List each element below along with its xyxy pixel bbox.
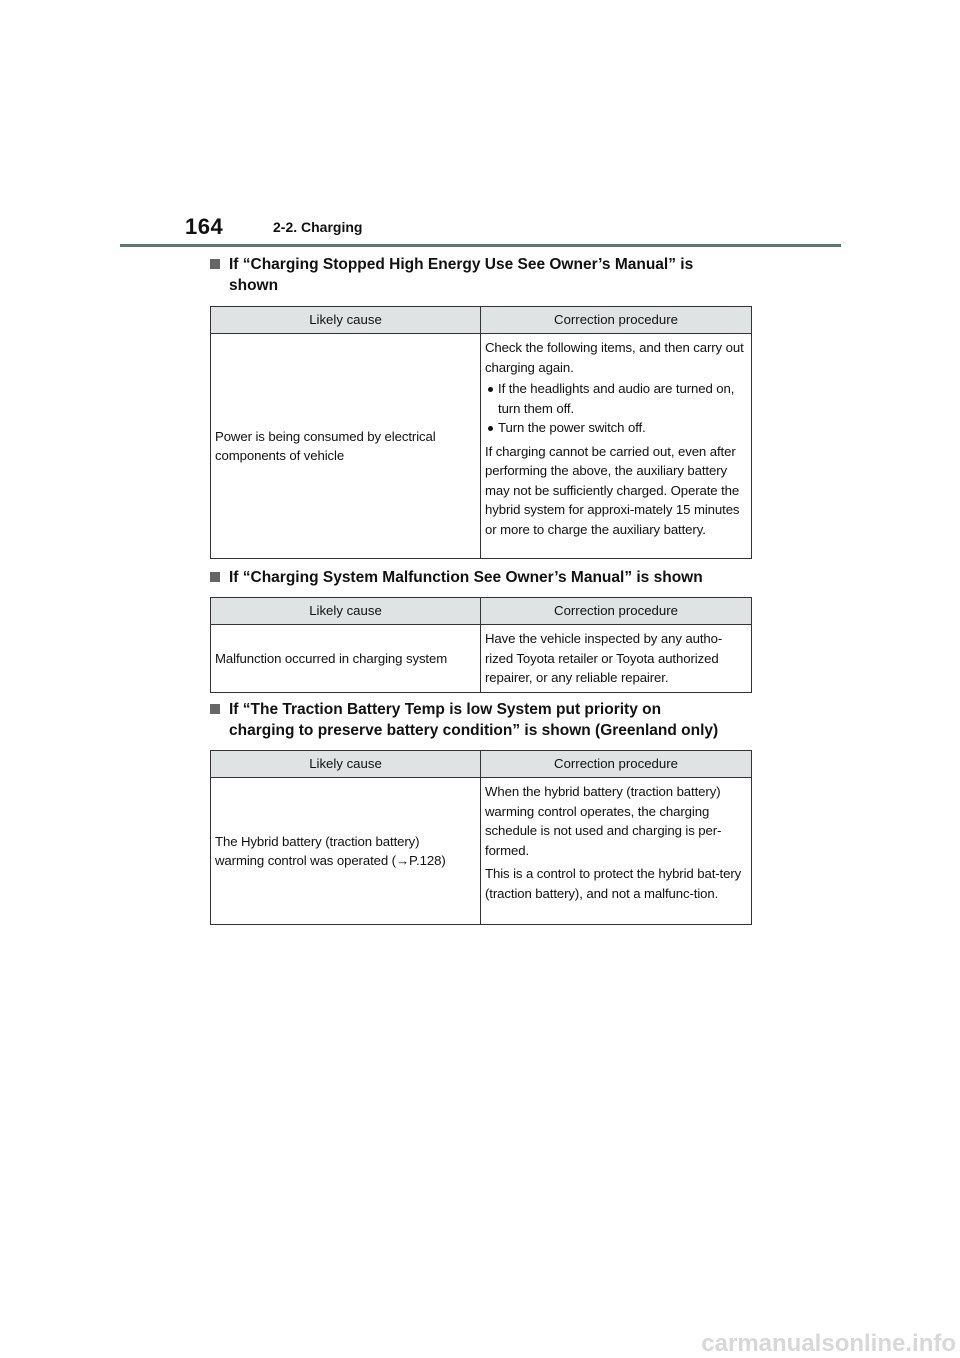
cause-cell	[211, 334, 481, 559]
cause-cell	[211, 778, 481, 925]
page-number: 164	[185, 214, 224, 239]
procedure-paragraph: When the hybrid battery (traction battery) warming control operates, the charging schedule is not used and charging is per-formed.	[485, 784, 722, 858]
square-bullet-icon	[210, 704, 220, 714]
list-item: If the headlights and audio are turned on, turn them off.	[485, 379, 747, 418]
heading-line: If “Charging System Malfunction See Owner’s Manual” is shown	[229, 569, 703, 586]
watermark	[660, 1328, 960, 1358]
page-header	[0, 0, 960, 250]
section-heading-charging-malfunction	[210, 567, 770, 588]
watermark-logo	[660, 1328, 960, 1358]
procedure-cell	[481, 778, 752, 925]
table-header-row	[211, 751, 752, 778]
cause-line: warming control was operated (→P.128)	[215, 853, 446, 868]
table-traction-battery-temp	[210, 750, 752, 925]
list-item: Turn the power switch off.	[485, 418, 747, 438]
table-row	[211, 778, 752, 925]
cause-cell: Malfunction occurred in charging system	[211, 625, 481, 693]
procedure-after: If charging cannot be carried out, even after performing the above, the auxiliary battery may not be sufficiently charged. Operate the hybrid system for approxi-mately 15 minutes or more to charge the auxiliary battery.	[485, 443, 740, 537]
table-charging-malfunction	[210, 597, 752, 693]
table-header-row	[211, 307, 752, 334]
col-header-correction-procedure: Correction procedure	[481, 751, 752, 778]
section-heading-traction-battery-temp	[210, 699, 770, 741]
procedure-bullet-list	[485, 379, 747, 438]
heading-line: shown	[229, 277, 279, 294]
cause-line: Power is being consumed by electrical	[215, 428, 436, 444]
col-header-correction-procedure: Correction procedure	[481, 598, 752, 625]
procedure-intro: Check the following items, and then carry out charging again.	[485, 340, 744, 375]
header-rule	[120, 244, 841, 247]
procedure-cell	[481, 334, 752, 559]
square-bullet-icon	[210, 259, 220, 269]
heading-line: If “The Traction Battery Temp is low System put priority on	[229, 701, 662, 718]
table-row	[211, 625, 752, 693]
table-row	[211, 334, 752, 559]
chapter-title: 2-2. Charging	[273, 219, 363, 235]
col-header-likely-cause: Likely cause	[211, 307, 481, 334]
col-header-likely-cause: Likely cause	[211, 751, 481, 778]
col-header-correction-procedure: Correction procedure	[481, 307, 752, 334]
heading-line: charging to preserve battery condition” is shown (Greenland only)	[229, 722, 719, 739]
cause-line: The Hybrid battery (traction battery)	[215, 833, 420, 849]
cause-line: components of vehicle	[215, 448, 345, 463]
procedure-paragraph: This is a control to protect the hybrid bat-tery (traction battery), and not a malfunc-tion.	[485, 866, 742, 901]
table-header-row	[211, 598, 752, 625]
col-header-likely-cause: Likely cause	[211, 598, 481, 625]
section-heading-charging-stopped	[210, 254, 770, 296]
square-bullet-icon	[210, 572, 220, 582]
heading-line: If “Charging Stopped High Energy Use See Owner’s Manual” is	[229, 256, 694, 273]
watermark-text: carmanualsonline.info	[701, 1330, 956, 1357]
table-charging-stopped	[210, 306, 752, 559]
procedure-cell: Have the vehicle inspected by any autho-rized Toyota retailer or Toyota authorized repairer, or any reliable repairer.	[481, 625, 752, 693]
